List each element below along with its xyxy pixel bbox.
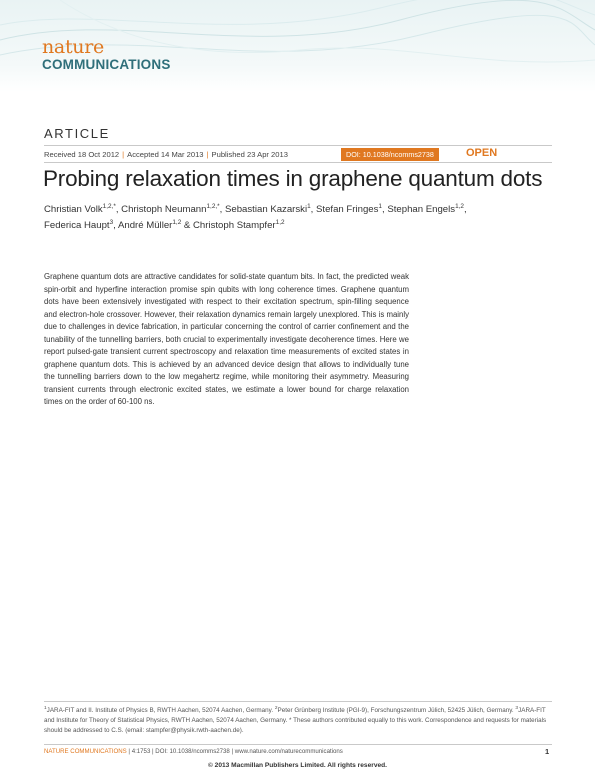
author-affiliation-mark: 1,2 <box>275 218 285 226</box>
affiliations-footnote <box>44 706 552 736</box>
author-name: Federica Haupt <box>44 219 110 231</box>
author-separator: , <box>381 204 388 215</box>
logo-nature: nature <box>42 36 104 58</box>
footnote-divider <box>44 701 552 702</box>
affiliation-mark: 2 <box>274 706 278 711</box>
author-separator: & <box>181 219 193 231</box>
article-title: Probing relaxation times in graphene quantum dots <box>43 166 543 191</box>
affiliation-mark: 3 <box>515 706 519 711</box>
author-name: Christoph Stampfer <box>192 219 276 231</box>
author-separator: , <box>115 204 122 215</box>
date-separator: | <box>122 150 125 159</box>
author-name: Christian Volk <box>44 204 103 215</box>
author-affiliation-mark: 1 <box>307 203 311 210</box>
author <box>387 204 466 215</box>
author-name: Sebastian Kazarski <box>224 204 308 215</box>
journal-header-band <box>0 0 595 92</box>
author-list <box>44 202 554 233</box>
affiliation-3: JARA-FIT and Institute for Theory of Statistical Physics, RWTH Aachen, 52074 Aachen, Germany. <box>44 707 546 724</box>
received-date: Received 18 Oct 2012 <box>44 150 120 159</box>
footer-citation <box>44 748 343 755</box>
divider <box>44 162 552 163</box>
author <box>121 204 225 215</box>
author-affiliation-mark: 1 <box>378 203 382 210</box>
footer-journal-name: NATURE COMMUNICATIONS <box>44 748 127 755</box>
author <box>44 220 118 231</box>
author <box>44 204 121 215</box>
author-name: Christoph Neumann <box>121 204 207 215</box>
affiliation-mark: 1 <box>44 706 47 711</box>
author-affiliation-mark: 1,2 <box>172 218 182 226</box>
author-name: Stephan Engels <box>387 204 456 215</box>
author-separator: , <box>219 204 225 215</box>
accepted-date: Accepted 14 Mar 2013 <box>127 150 204 159</box>
logo-communications: COMMUNICATIONS <box>42 57 171 72</box>
publication-dates <box>44 150 288 159</box>
author-separator: , <box>310 204 317 215</box>
author-name: André Müller <box>117 219 173 231</box>
author-separator: , <box>113 219 118 231</box>
page-number: 1 <box>545 747 550 756</box>
doi-badge[interactable]: DOI: 10.1038/ncomms2738 <box>341 148 439 161</box>
footer-citation-text: | 4:1753 | DOI: 10.1038/ncomms2738 | www.nature.com/naturecommunications <box>128 748 343 755</box>
author <box>316 204 387 215</box>
equal-contribution-note: * These authors contributed equally to this work. Correspondence and requests for materials should be addressed to C.S. (email: stampfer@physik.rwth-aachen.de). <box>44 717 547 734</box>
divider <box>44 145 552 146</box>
author-affiliation-mark: 3 <box>109 218 114 226</box>
article-type-label: ARTICLE <box>44 126 110 141</box>
author-name: Stefan Fringes <box>316 204 379 215</box>
open-access-label: OPEN <box>466 147 498 159</box>
author-separator: , <box>463 204 467 215</box>
affiliation-1: JARA-FIT and II. Institute of Physics B, RWTH Aachen, 52074 Aachen, Germany. <box>46 707 274 714</box>
date-separator: | <box>206 150 209 159</box>
footer-divider <box>44 744 552 745</box>
author-affiliation-mark: 1,2,* <box>102 203 116 210</box>
author <box>118 220 193 231</box>
affiliation-2: Peter Grünberg Institute (PGI-9), Forschungszentrum Jülich, 52425 Jülich, Germany. <box>277 707 514 714</box>
author <box>225 204 316 215</box>
copyright-line: © 2013 Macmillan Publishers Limited. All rights reserved. <box>207 762 388 769</box>
author-affiliation-mark: 1,2 <box>455 203 464 210</box>
abstract: Graphene quantum dots are attractive candidates for solid-state quantum bits. In fact, the predicted weak spin-orbit and hyperfine interaction promise spin qubits with long coherence times. Graphene quantum dots have been extensively investigated with respect to their excitation spectrum, spin-filling sequence and electron-hole crossover. However, their relaxation dynamics remain largely unexplored. This is mainly due to challenges in device fabrication, in particular concerning the control of carrier confinement and the tunability of the tunnelling barriers, both crucial to experimentally investigate decoherence times. Here we report pulsed-gate transient current spectroscopy and relaxation time measurements of excited states in graphene quantum dots. This is achieved by an advanced device design that allows to individually tune the tunnelling barriers down to the low megahertz regime, while monitoring their asymmetry. Measuring transient currents through electronic excited states, we estimate a lower bound for charge relaxation times on the order of 60-100 ns. <box>44 272 409 406</box>
author <box>193 220 285 231</box>
author-affiliation-mark: 1,2,* <box>206 203 220 210</box>
published-date: Published 23 Apr 2013 <box>211 150 288 159</box>
